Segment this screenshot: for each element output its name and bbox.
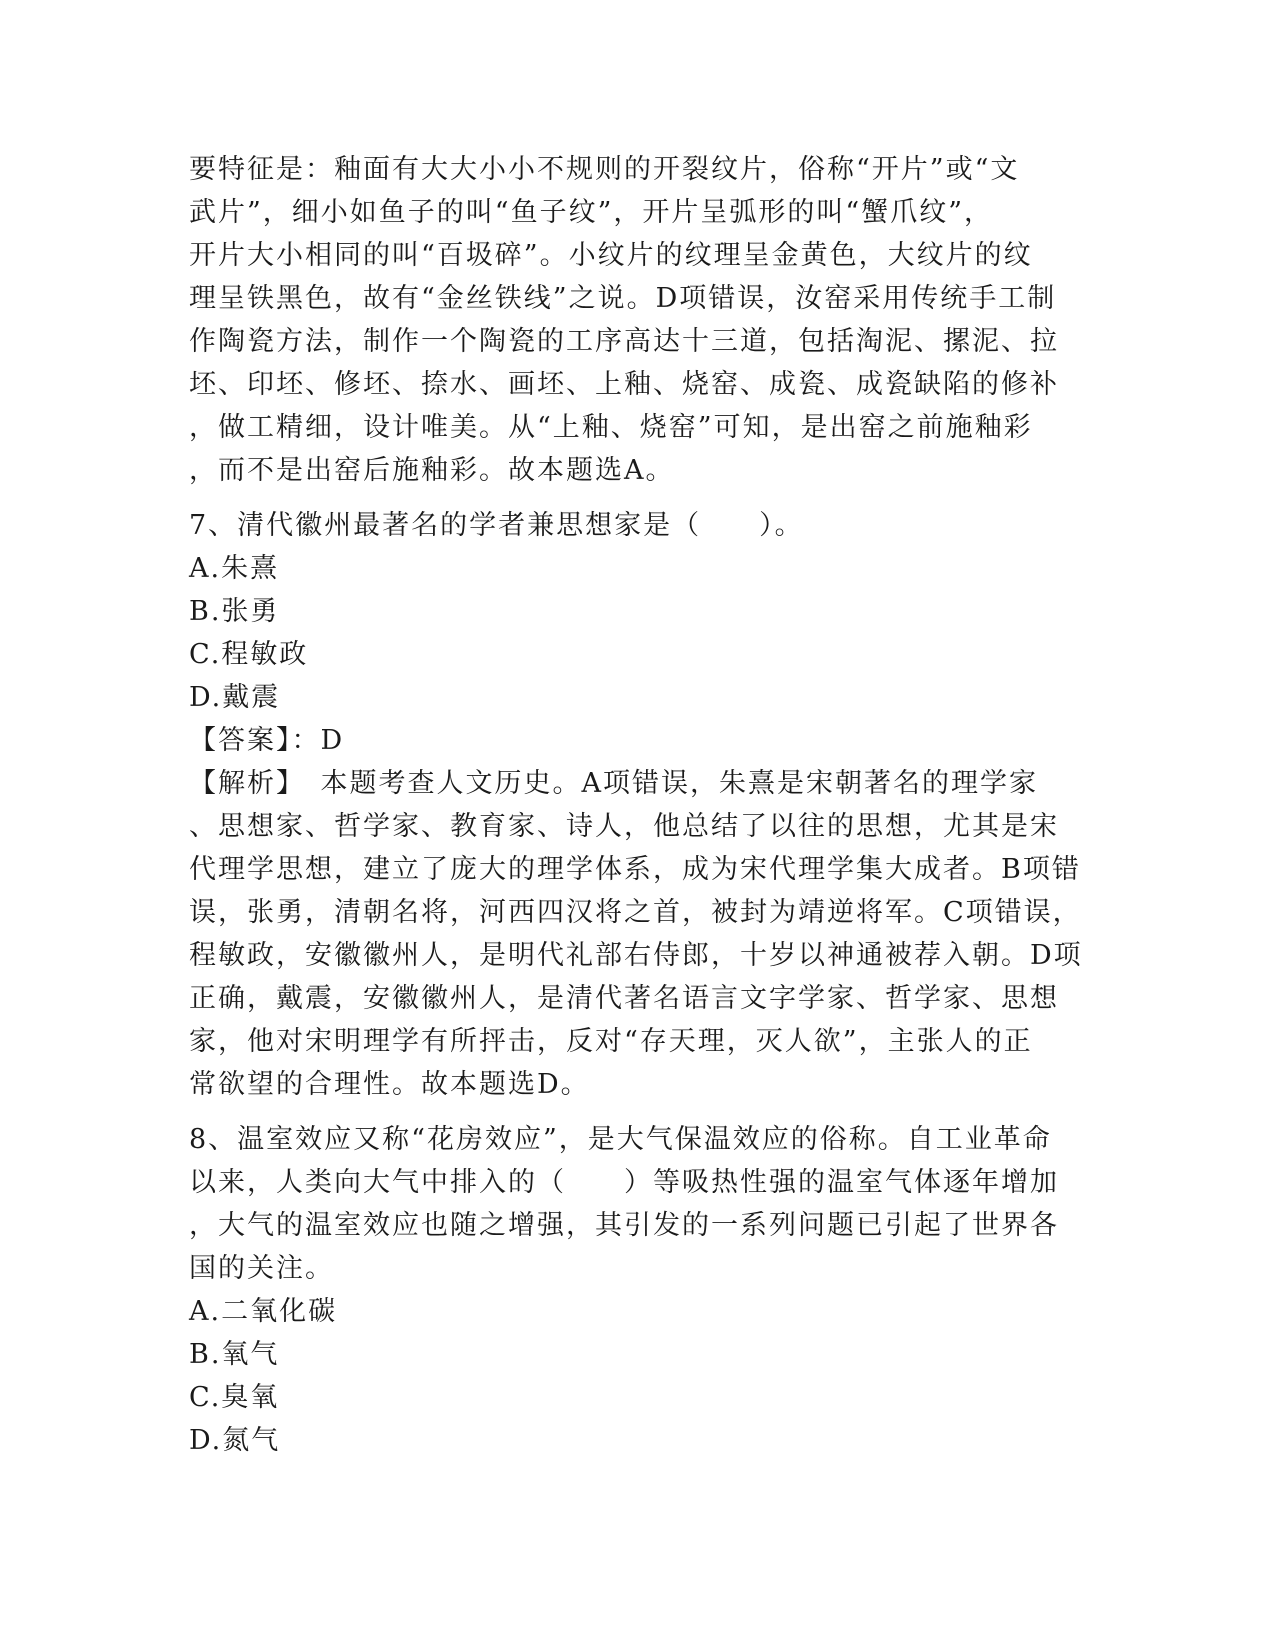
explanation-line: 家，他对宋明理学有所抨击，反对“存天理，灭人欲”，主张人的正 xyxy=(189,1026,1033,1057)
option-a: A.朱熹 xyxy=(189,553,280,584)
option-d: D.氮气 xyxy=(189,1425,281,1456)
question-8 xyxy=(189,1118,1079,1462)
section-spacer xyxy=(189,492,1079,504)
text-line: ，而不是出窑后施釉彩。故本题选A。 xyxy=(189,455,675,486)
answer-line: 【答案】：D xyxy=(189,725,345,756)
explanation-line: 、思想家、哲学家、教育家、诗人，他总结了以往的思想，尤其是宋 xyxy=(189,811,1059,842)
text-line: 武片”，细小如鱼子的叫“鱼子纹”，开片呈弧形的叫“蟹爪纹”， xyxy=(189,197,994,228)
question-text: 7、清代徽州最著名的学者兼思想家是（ ）。 xyxy=(189,510,804,541)
question-text: 8、温室效应又称“花房效应”，是大气保温效应的俗称。自工业革命 xyxy=(189,1124,1052,1155)
option-b: B.张勇 xyxy=(189,596,280,627)
question-text: 国的关注。 xyxy=(189,1253,334,1284)
option-c: C.程敏政 xyxy=(189,639,309,670)
question-text: 以来，人类向大气中排入的（ ）等吸热性强的温室气体逐年增加 xyxy=(189,1167,1059,1198)
option-a: A.二氧化碳 xyxy=(189,1296,338,1327)
option-d: D.戴震 xyxy=(189,682,281,713)
document-page xyxy=(189,148,1083,1462)
section-spacer xyxy=(189,1106,1079,1118)
text-line: 理呈铁黑色，故有“金丝铁线”之说。D项错误，汝窑采用传统手工制 xyxy=(189,283,1057,314)
question-7 xyxy=(189,504,1083,1106)
option-b: B.氧气 xyxy=(189,1339,280,1370)
question-text: ，大气的温室效应也随之增强，其引发的一系列问题已引起了世界各 xyxy=(189,1210,1059,1241)
option-c: C.臭氧 xyxy=(189,1382,280,1413)
explanation-line: 程敏政，安徽徽州人，是明代礼部右侍郎，十岁以神通被荐入朝。D项 xyxy=(189,940,1083,971)
explanation-line: 正确，戴震，安徽徽州人，是清代著名语言文字学家、哲学家、思想 xyxy=(189,983,1059,1014)
text-line: 坯、印坯、修坯、捺水、画坯、上釉、烧窑、成瓷、成瓷缺陷的修补 xyxy=(189,369,1059,400)
explanation-line: 误，张勇，清朝名将，河西四汉将之首，被封为靖逆将军。C项错误， xyxy=(189,897,1082,928)
explanation-line: 常欲望的合理性。故本题选D。 xyxy=(189,1069,590,1100)
prev-explanation xyxy=(189,148,1079,492)
text-line: ，做工精细，设计唯美。从“上釉、烧窑”可知，是出窑之前施釉彩 xyxy=(189,412,1033,443)
explanation-line: 【解析】 本题考查人文历史。A项错误，朱熹是宋朝著名的理学家 xyxy=(189,768,1038,799)
explanation-line: 代理学思想，建立了庞大的理学体系，成为宋代理学集大成者。B项错 xyxy=(189,854,1081,885)
text-line: 要特征是：釉面有大大小小不规则的开裂纹片，俗称“开片”或“文 xyxy=(189,154,1020,185)
text-line: 作陶瓷方法，制作一个陶瓷的工序高达十三道，包括淘泥、摞泥、拉 xyxy=(189,326,1059,357)
text-line: 开片大小相同的叫“百圾碎”。小纹片的纹理呈金黄色，大纹片的纹 xyxy=(189,240,1033,271)
